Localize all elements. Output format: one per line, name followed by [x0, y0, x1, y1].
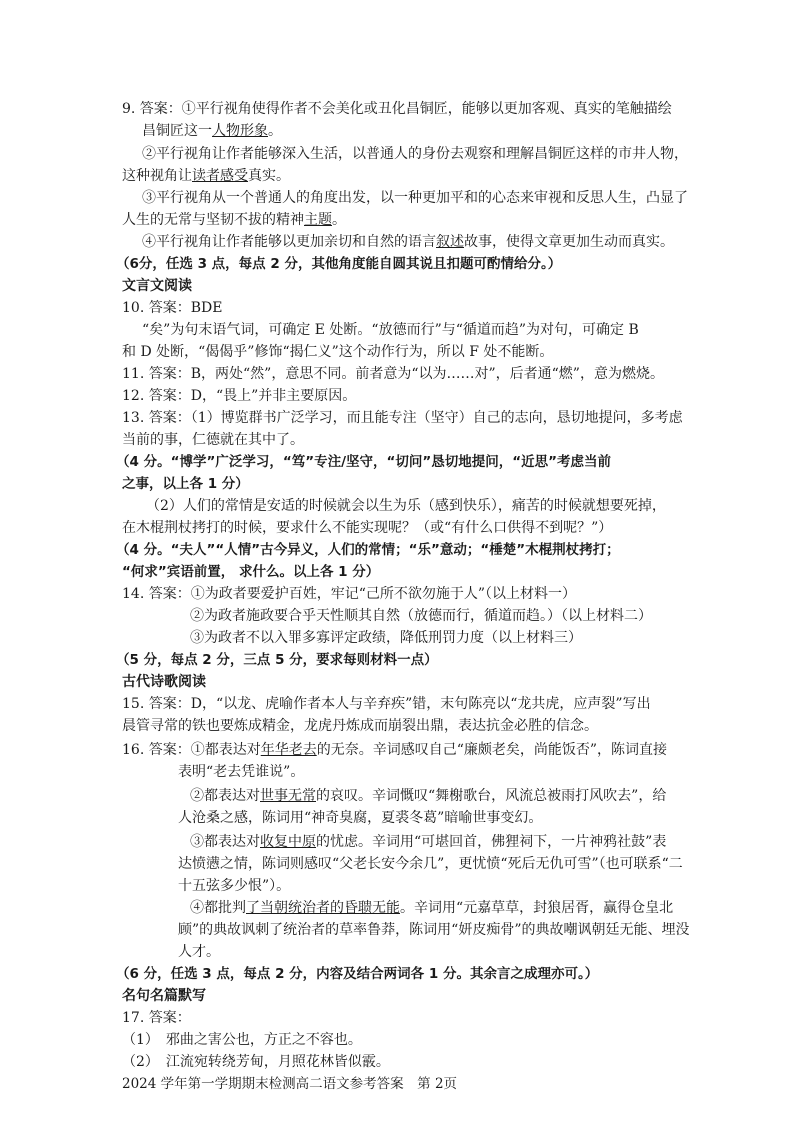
q14-scoring: （5 分，每点 2 分，三点 5 分，要求每则材料一点） [116, 652, 438, 668]
q13-scoring-3: （4 分。“夫人”“人情”古今异义，人们的常情；“乐”意动；“棰楚”木棍荆杖拷打； [116, 542, 620, 558]
q9-line-2: 昌铜匠这一人物形象。 [142, 123, 282, 139]
q16-keyword-aging: 年华老去 [260, 742, 317, 758]
q16-line-7: 十五弦多少恨”）。 [178, 878, 291, 894]
q9-line-1: 9. 答案：①平行视角使得作者不会美化或丑化昌铜匠，能够以更加客观、真实的笔触描绘 [122, 101, 672, 117]
q16-keyword-recover: 收复中原 [260, 834, 316, 850]
q13-line-1: 13. 答案：（1）博览群书广泛学习，而且能专注（坚守）自己的志向，恳切地提问，多考虑 [122, 410, 683, 426]
q13-scoring-4: “何求”宾语前置， 求什么。以上各 1 分） [122, 564, 380, 580]
q16-keyword-rulers: 了当朝统治者的昏聩无能 [246, 900, 400, 916]
q16-keyword-impermanence: 世事无常 [260, 788, 316, 804]
q17-answer-1: （1） 邪曲之害公也，方正之不容也。 [122, 1032, 362, 1048]
q9-line-5: ③平行视角从一个普通人的角度出发，以一种更加平和的心态来审视和反思人生，凸显了 [142, 190, 688, 206]
q16-line-1: 16. 答案：①都表达对年华老去的无奈。辛词感叹自己“廉颇老矣，尚能饭否”，陈词直接 [122, 742, 668, 758]
q9-line-3: ②平行视角让作者能够深入生活，以普通人的身份去观察和理解昌铜匠这样的市井人物， [142, 146, 688, 162]
q9-keyword-character: 人物形象 [212, 123, 268, 139]
q11-answer: 11. 答案：B，两处“然”，意思不同。前者意为“以为……对”，后者通“燃”，意为燃烧。 [122, 366, 664, 382]
q16-line-10: 人才。 [178, 944, 220, 960]
q15-line-1: 15. 答案：D，“以龙、虎喻作者本人与辛弃疾”错，末句陈亮以“龙共虎，应声裂”写出 [122, 696, 651, 712]
q14-line-3: ③为政者不以入罪多寡评定政绩，降低刑罚力度（以上材料三） [190, 630, 582, 646]
q13-line-2: 当前的事，仁德就在其中了。 [122, 432, 304, 448]
q16-scoring: （6 分，任选 3 点，每点 2 分，内容及结合两词各 1 分。其余言之成理亦可。） [116, 966, 599, 982]
q16-line-5: ③都表达对收复中原的忧虑。辛词用“可堪回首，佛狸祠下，一片神鸦社鼓”表 [190, 834, 667, 850]
q10-line-1: 10. 答案：BDE [122, 300, 223, 316]
q17-line-1: 17. 答案： [122, 1010, 191, 1026]
q16-line-9: 顾”的典故讽刺了统治者的草率鲁莽，陈词用“妍皮痴骨”的典故嘲讽朝廷无能、埋没 [178, 922, 690, 938]
q13-scoring-2: 之事，以上各 1 分） [122, 476, 249, 492]
q13-line-4: 在木棍荆杖拷打的时候，要求什么不能实现呢？（或“有什么口供得不到呢？”） [122, 520, 613, 536]
q10-line-3: 和 D 处断，“偈偈乎”修饰“揭仁义”这个动作行为，所以 F 处不能断。 [122, 344, 554, 360]
section-ancient-poetry: 古代诗歌阅读 [122, 674, 206, 690]
q9-line-4: 这种视角让读者感受真实。 [122, 168, 290, 184]
q9-keyword-reader: 读者感受 [192, 168, 248, 184]
page-footer: 2024 学年第一学期期末检测高二语文参考答案 第 2页 [122, 1076, 458, 1092]
q9-keyword-narrate: 叙述 [436, 234, 464, 250]
section-classical-chinese: 文言文阅读 [122, 278, 192, 294]
q14-line-2: ②为政者施政要合乎天性顺其自然（放德而行，循道而趋。）（以上材料二） [190, 608, 652, 624]
q16-line-6: 达愤懑之情，陈词则感叹“父老长安今余几”，更忧愤“死后无仇可雪”（也可联系“二 [178, 856, 683, 872]
q15-line-2: 晨管寻常的铁也要炼成精金，龙虎丹炼成而崩裂出鼎，表达抗金必胜的信念。 [122, 718, 598, 734]
q14-line-1: 14. 答案：①为政者要爱护百姓，牢记“己所不欲勿施于人”（以上材料一） [122, 586, 577, 602]
q16-line-8: ④都批判了当朝统治者的昏聩无能。辛词用“元嘉草草，封狼居胥，赢得仓皇北 [190, 900, 674, 916]
q16-line-2: 表明“老去凭谁说”。 [178, 764, 305, 780]
q9-keyword-theme: 主题 [304, 212, 332, 228]
q13-line-3: （2）人们的常情是安适的时候就会以生为乐（感到快乐），痛苦的时候就想要死掉， [146, 498, 666, 514]
section-famous-lines: 名句名篇默写 [122, 988, 206, 1004]
q12-answer: 12. 答案：D，“畏上”并非主要原因。 [122, 388, 357, 404]
q16-line-4: 人沧桑之感，陈词用“神奇臭腐，夏裘冬葛”暗喻世事变幻。 [178, 810, 543, 826]
q17-answer-2: （2） 江流宛转绕芳甸，月照花林皆似霰。 [122, 1054, 390, 1070]
q9-line-7: ④平行视角让作者能够以更加亲切和自然的语言叙述故事，使得文章更加生动而真实。 [142, 234, 674, 250]
q9-line-6: 人生的无常与坚韧不拔的精神主题。 [122, 212, 346, 228]
q13-scoring-1: （4 分。“博学”广泛学习，“笃”专注/坚守，“切问”恳切地提问，“近思”考虑当前 [116, 454, 612, 470]
q9-scoring: （6分，任选 3 点，每点 2 分，其他角度能自圆其说且扣题可酌情给分。） [116, 256, 562, 272]
q16-line-3: ②都表达对世事无常的哀叹。辛词慨叹“舞榭歌台，风流总被雨打风吹去”，给 [190, 788, 667, 804]
q10-line-2: “矣”为句末语气词，可确定 E 处断。“放德而行”与“循道而趋”为对句，可确定 B [142, 322, 639, 338]
